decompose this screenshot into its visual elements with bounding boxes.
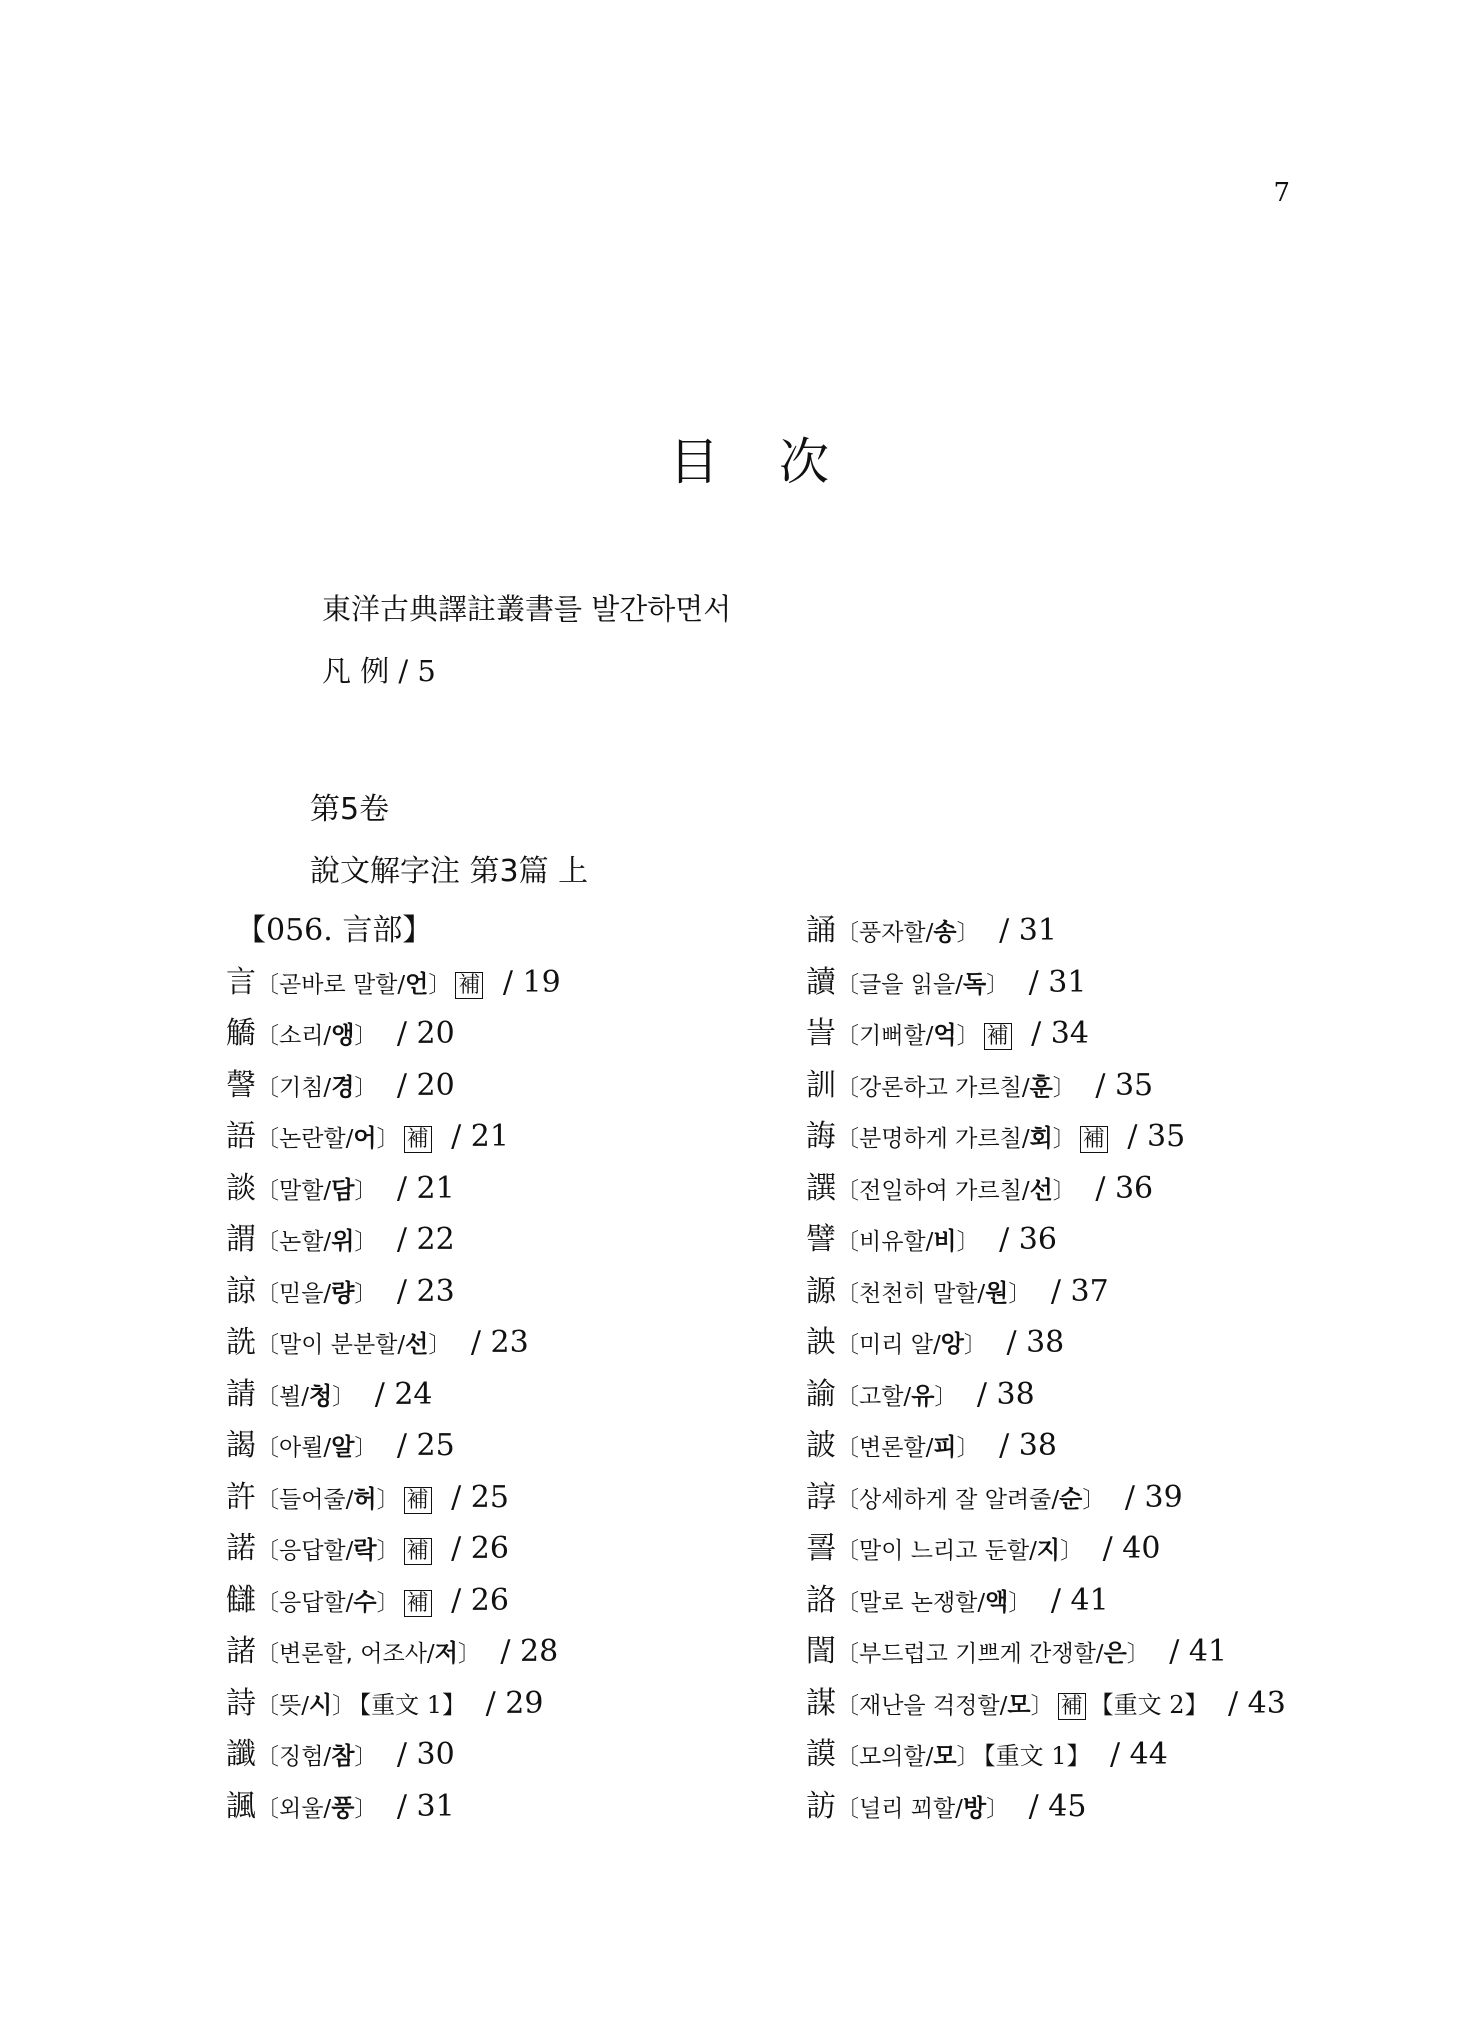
- entry-reading: 순: [1059, 1484, 1083, 1513]
- entry-meaning: 〔말이 느리고 둔할/: [836, 1538, 1037, 1564]
- entry-gloss: [836, 1587, 1032, 1616]
- entry-bracket-close: 〕: [376, 1589, 400, 1616]
- entry-reading: 지: [1036, 1536, 1061, 1564]
- toc-column-left: [226, 908, 561, 1835]
- entry-character: 謁: [226, 1428, 256, 1463]
- entry-gloss: [256, 1332, 451, 1358]
- entry-reading: 회: [1029, 1124, 1053, 1152]
- entry-bracket-close: 〕: [1126, 1641, 1150, 1667]
- entry-reading: 위: [331, 1227, 355, 1255]
- entry-meaning: 〔상세하게 잘 알려줄/: [836, 1486, 1060, 1513]
- toc-entry[interactable]: [806, 1114, 1286, 1166]
- entry-page-ref: / 36: [1085, 1170, 1154, 1206]
- entry-reading: 피: [933, 1433, 957, 1461]
- entry-page-ref: / 26: [441, 1531, 509, 1566]
- volume-heading: 第5卷: [310, 792, 390, 827]
- entry-page-ref: / 31: [387, 1788, 455, 1824]
- entry-page-ref: / 26: [441, 1582, 509, 1618]
- entry-meaning: 〔기침/: [256, 1074, 332, 1101]
- entry-gloss: [256, 1744, 377, 1770]
- entry-character: 詇: [806, 1325, 836, 1360]
- entry-meaning: 〔강론하고 가르칠/: [836, 1074, 1030, 1101]
- entry-reading: 앙: [940, 1330, 964, 1358]
- entry-character: 䛐: [806, 1531, 836, 1566]
- entry-reading: 선: [405, 1330, 429, 1358]
- entry-gloss: [836, 1023, 980, 1049]
- toc-entry[interactable]: [806, 1166, 1286, 1218]
- chapter-heading: 說文解字注 第3篇 上: [310, 854, 589, 889]
- entry-reading: 훈: [1029, 1072, 1053, 1101]
- entry-bracket-close: 〕: [956, 1435, 980, 1461]
- entry-meaning: 〔소리/: [256, 1023, 332, 1049]
- toc-entry[interactable]: [226, 1217, 561, 1269]
- entry-page-ref: / 25: [387, 1428, 455, 1463]
- entry-reading: 독: [962, 969, 987, 998]
- entry-gloss: [836, 1690, 1054, 1719]
- entry-bracket-close: 〕: [354, 1280, 378, 1307]
- entry-gloss: [836, 1175, 1076, 1204]
- toc-entry[interactable]: [806, 1423, 1286, 1475]
- entry-character: 譔: [806, 1170, 836, 1206]
- entry-page-ref: / 28: [490, 1634, 559, 1669]
- entry-gloss: [256, 1484, 400, 1513]
- entry-bracket-close: 〕: [354, 1229, 378, 1255]
- entry-character: 談: [226, 1170, 256, 1206]
- entry-character: 諷: [226, 1788, 256, 1824]
- entry-meaning: 〔말로 논쟁할/: [836, 1589, 986, 1616]
- entry-meaning: 〔고할/: [836, 1383, 912, 1410]
- supplement-tag: 補: [455, 972, 483, 999]
- entry-bracket-close: 〕: [354, 1177, 378, 1204]
- entry-character: 誨: [806, 1119, 836, 1154]
- entry-meaning: 〔비유할/: [836, 1229, 934, 1255]
- entry-page-ref: / 34: [1021, 1016, 1089, 1051]
- entry-page-ref: / 36: [989, 1222, 1057, 1257]
- entry-gloss: [836, 1484, 1106, 1513]
- entry-character: 譬: [806, 1222, 836, 1257]
- entry-gloss: [256, 1072, 378, 1101]
- entry-gloss: [836, 1435, 980, 1461]
- entry-gloss: [836, 1072, 1076, 1101]
- entry-character: 詵: [226, 1325, 256, 1360]
- entry-reading: 앵: [331, 1021, 355, 1049]
- entry-bracket-close: 〕: [956, 1229, 980, 1255]
- supplement-tag: 補: [404, 1126, 432, 1153]
- toc-entry[interactable]: [226, 1681, 561, 1733]
- toc-entry[interactable]: [806, 1217, 1286, 1269]
- entry-bracket-close: 〕: [354, 1074, 378, 1101]
- toc-entry[interactable]: [806, 1784, 1286, 1836]
- entry-gloss: [256, 1278, 378, 1307]
- entry-gloss: [256, 1690, 356, 1719]
- entry-bracket-close: 〕: [1052, 1074, 1076, 1101]
- toc-entry[interactable]: [806, 1320, 1286, 1372]
- entry-page-ref: / 38: [967, 1376, 1035, 1412]
- toc-column-right: [806, 908, 1286, 1835]
- toc-entry[interactable]: [806, 1011, 1286, 1063]
- entry-meaning: 〔글을 읽을/: [836, 971, 963, 998]
- entry-gloss: [836, 920, 980, 946]
- entry-character: 訪: [806, 1788, 836, 1824]
- entry-reading: 경: [331, 1072, 355, 1101]
- entry-character: 讀: [806, 964, 836, 1000]
- toc-entry[interactable]: [226, 1784, 561, 1836]
- entry-bracket-close: 〕: [332, 1383, 356, 1410]
- entry-meaning: 〔아뢸/: [256, 1435, 332, 1461]
- entry-reading: 억: [933, 1021, 957, 1049]
- page-number: 7: [1273, 178, 1290, 208]
- entry-page-ref: / 30: [387, 1737, 455, 1772]
- entry-character: 詻: [806, 1582, 836, 1618]
- entry-reading: 락: [353, 1536, 377, 1564]
- entry-character: 諸: [226, 1634, 256, 1669]
- entry-page-ref: / 41: [1159, 1634, 1228, 1669]
- entry-meaning: 〔말이 분분할/: [256, 1332, 406, 1358]
- toc-entry[interactable]: [806, 960, 1286, 1012]
- entry-bracket-close: 〕: [956, 920, 980, 946]
- section-heading: 【056. 言部】: [236, 913, 433, 948]
- entry-bracket-close: 〕: [376, 1538, 400, 1564]
- toc-entry[interactable]: [226, 1372, 561, 1424]
- entry-character: 許: [226, 1479, 256, 1515]
- entry-page-ref: / 21: [387, 1170, 455, 1206]
- entry-gloss: [836, 1381, 958, 1410]
- entry-bracket-close: 〕: [956, 1023, 980, 1049]
- toc-entry[interactable]: [226, 1475, 561, 1527]
- entry-bracket-close: 〕: [376, 1486, 400, 1513]
- entry-gloss: [256, 1641, 481, 1667]
- entry-character: 讎: [226, 1582, 256, 1618]
- entry-bracket-close: 〕: [986, 1795, 1010, 1822]
- toc-entry[interactable]: [226, 1063, 561, 1115]
- entry-reading: 풍: [331, 1793, 355, 1822]
- entry-reading: 비: [933, 1227, 957, 1255]
- entry-meaning: 〔뜻/: [256, 1692, 309, 1719]
- entry-page-ref: / 38: [996, 1325, 1065, 1360]
- entry-page-ref: / 20: [387, 1067, 455, 1103]
- entry-page-ref: / 38: [989, 1428, 1057, 1463]
- entry-meaning: 〔천천히 말할/: [836, 1280, 986, 1307]
- toc-entry[interactable]: [226, 1166, 561, 1218]
- volume-block: [310, 786, 588, 910]
- entry-bracket-close: 〕: [934, 1383, 958, 1410]
- toc-entry-foreword[interactable]: 東洋古典譯註叢書를 발간하면서: [322, 592, 732, 626]
- entry-reading: 청: [308, 1381, 333, 1410]
- entry-page-ref: / 35: [1085, 1067, 1154, 1103]
- toc-entry-legend[interactable]: 凡 例 / 5: [322, 654, 436, 688]
- entry-meaning: 〔응답할/: [256, 1538, 354, 1564]
- entry-character: 訓: [806, 1067, 836, 1103]
- entry-page-ref: / 39: [1115, 1479, 1183, 1515]
- toc-entry[interactable]: [226, 1526, 561, 1578]
- front-matter: [322, 584, 731, 708]
- entry-reading: 원: [985, 1278, 1009, 1307]
- entry-meaning: 〔모의할/: [836, 1744, 934, 1770]
- entry-character: 謂: [226, 1222, 256, 1257]
- entry-bracket-close: 〕: [1060, 1538, 1084, 1564]
- entry-character: 謦: [226, 1067, 256, 1103]
- entry-gloss: [256, 969, 452, 998]
- entry-gloss: [836, 1332, 987, 1358]
- variant-note: 【重文 1】: [359, 1690, 467, 1719]
- variant-note: 【重文 2】: [1089, 1690, 1209, 1719]
- entry-reading: 허: [353, 1484, 377, 1513]
- entry-page-ref: / 23: [387, 1273, 455, 1309]
- entry-character: 謨: [806, 1737, 836, 1772]
- supplement-tag: 補: [404, 1590, 432, 1617]
- entry-character: 䚩: [226, 1016, 256, 1051]
- entry-page-ref: / 35: [1117, 1119, 1186, 1154]
- supplement-tag: 補: [1058, 1693, 1086, 1720]
- entry-meaning: 〔말할/: [256, 1177, 332, 1204]
- toc-entry[interactable]: [806, 1681, 1286, 1733]
- entry-character: 謀: [806, 1685, 836, 1721]
- toc-entry[interactable]: [226, 1269, 561, 1321]
- entry-character: 語: [226, 1119, 256, 1154]
- entry-page-ref: / 24: [365, 1376, 433, 1412]
- entry-page-ref: / 31: [989, 913, 1057, 948]
- entry-page-ref: / 22: [387, 1222, 455, 1257]
- entry-bracket-close: 〕: [956, 1744, 980, 1770]
- toc-entry[interactable]: [806, 1578, 1286, 1630]
- entry-meaning: 〔외울/: [256, 1795, 332, 1822]
- supplement-tag: 補: [984, 1023, 1012, 1050]
- variant-note: 【重文 1】: [983, 1742, 1091, 1770]
- entry-gloss: [836, 1278, 1032, 1307]
- entry-page-ref: / 21: [441, 1119, 509, 1154]
- entry-bracket-close: 〕: [1052, 1126, 1076, 1152]
- entry-character: 諾: [226, 1531, 256, 1566]
- entry-bracket-close: 〕: [457, 1641, 481, 1667]
- entry-meaning: 〔논할/: [256, 1229, 332, 1255]
- toc-entry[interactable]: [226, 1114, 561, 1166]
- entry-gloss: [256, 1435, 377, 1461]
- toc-entry[interactable]: [226, 1423, 561, 1475]
- entry-bracket-close: 〕: [428, 971, 452, 998]
- entry-meaning: 〔뵐/: [256, 1383, 309, 1410]
- entry-bracket-close: 〕: [354, 1435, 378, 1461]
- toc-entry[interactable]: [806, 1269, 1286, 1321]
- toc-entry[interactable]: [806, 908, 1286, 960]
- entry-bracket-close: 〕: [376, 1126, 400, 1152]
- entry-gloss: [836, 1229, 980, 1255]
- entry-meaning: 〔분명하게 가르칠/: [836, 1126, 1030, 1152]
- toc-entry[interactable]: [226, 1578, 561, 1630]
- entry-meaning: 〔논란할/: [256, 1126, 354, 1152]
- entry-character: 諄: [806, 1479, 836, 1515]
- entry-gloss: [836, 1641, 1150, 1667]
- entry-bracket-close: 〕: [963, 1332, 987, 1358]
- entry-gloss: [836, 1538, 1083, 1564]
- entry-gloss: [256, 1793, 378, 1822]
- toc-entry[interactable]: [806, 1732, 1286, 1784]
- toc-entry[interactable]: [806, 1372, 1286, 1424]
- entry-character: 詩: [226, 1685, 256, 1721]
- entry-bracket-close: 〕: [332, 1692, 356, 1719]
- entry-meaning: 〔변론할, 어조사/: [256, 1641, 435, 1667]
- entry-reading: 송: [933, 918, 957, 946]
- toc-entry[interactable]: [226, 1320, 561, 1372]
- entry-bracket-close: 〕: [1008, 1589, 1032, 1616]
- entry-gloss: [256, 1175, 378, 1204]
- entry-gloss: [256, 1381, 356, 1410]
- entry-bracket-close: 〕: [1030, 1692, 1054, 1719]
- toc-entry[interactable]: [806, 1063, 1286, 1115]
- entry-gloss: [256, 1229, 377, 1255]
- entry-page-ref: / 45: [1019, 1788, 1087, 1824]
- entry-gloss: [256, 1538, 400, 1564]
- entry-character: 詖: [806, 1428, 836, 1463]
- toc-entry[interactable]: [806, 1526, 1286, 1578]
- entry-reading: 저: [434, 1639, 458, 1667]
- toc-entry[interactable]: [226, 1732, 561, 1784]
- toc-entry[interactable]: [806, 1629, 1286, 1681]
- entry-reading: 어: [353, 1124, 377, 1152]
- entry-page-ref: / 44: [1100, 1737, 1168, 1772]
- entry-reading: 방: [962, 1793, 987, 1822]
- entry-gloss: [836, 1744, 980, 1770]
- entry-meaning: 〔들어줄/: [256, 1486, 354, 1513]
- entry-reading: 액: [985, 1587, 1009, 1616]
- entry-reading: 담: [331, 1175, 355, 1204]
- entry-reading: 모: [1007, 1690, 1031, 1719]
- entry-bracket-close: 〕: [986, 971, 1010, 998]
- entry-page-ref: / 43: [1218, 1685, 1286, 1721]
- entry-character: 訔: [806, 1016, 836, 1051]
- entry-bracket-close: 〕: [1008, 1280, 1032, 1307]
- page-title: 目 次: [669, 433, 851, 491]
- entry-bracket-close: 〕: [1082, 1486, 1106, 1513]
- entry-gloss: [256, 1587, 400, 1616]
- toc-entry[interactable]: [806, 1475, 1286, 1527]
- toc-entry[interactable]: [226, 1629, 561, 1681]
- supplement-tag: 補: [404, 1487, 432, 1514]
- entry-page-ref: / 40: [1093, 1531, 1161, 1566]
- entry-page-ref: / 23: [461, 1325, 529, 1360]
- entry-bracket-close: 〕: [354, 1023, 378, 1049]
- entry-reading: 참: [331, 1742, 355, 1770]
- toc-entry[interactable]: [226, 1011, 561, 1063]
- entry-meaning: 〔풍자할/: [836, 920, 934, 946]
- entry-meaning: 〔미리 알/: [836, 1332, 941, 1358]
- entry-character: 讖: [226, 1737, 256, 1772]
- entry-reading: 량: [331, 1278, 355, 1307]
- supplement-tag: 補: [404, 1538, 432, 1565]
- entry-page-ref: / 41: [1041, 1582, 1109, 1618]
- entry-bracket-close: 〕: [428, 1332, 452, 1358]
- entry-reading: 유: [911, 1381, 935, 1410]
- entry-page-ref: / 29: [476, 1685, 544, 1721]
- entry-reading: 수: [353, 1587, 377, 1616]
- entry-character: 請: [226, 1376, 256, 1412]
- entry-meaning: 〔전일하여 가르칠/: [836, 1177, 1030, 1204]
- entry-gloss: [256, 1023, 377, 1049]
- supplement-tag: 補: [1080, 1126, 1108, 1153]
- entry-page-ref: / 20: [387, 1016, 455, 1051]
- entry-reading: 시: [308, 1690, 333, 1719]
- entry-reading: 선: [1029, 1175, 1053, 1204]
- entry-character: 謜: [806, 1273, 836, 1309]
- entry-bracket-close: 〕: [1052, 1177, 1076, 1204]
- toc-entry[interactable]: [226, 960, 561, 1012]
- entry-character: 言: [226, 964, 256, 1000]
- entry-meaning: 〔응답할/: [256, 1589, 354, 1616]
- entry-page-ref: / 19: [493, 964, 561, 1000]
- entry-reading: 알: [331, 1433, 355, 1461]
- entry-meaning: 〔널리 꾀할/: [836, 1795, 963, 1822]
- entry-bracket-close: 〕: [354, 1744, 378, 1770]
- entry-gloss: [836, 1793, 1010, 1822]
- entry-meaning: 〔믿을/: [256, 1280, 332, 1307]
- entry-page-ref: / 25: [441, 1479, 509, 1515]
- entry-gloss: [836, 969, 1010, 998]
- entry-reading: 언: [405, 969, 429, 998]
- entry-meaning: 〔곧바로 말할/: [256, 971, 406, 998]
- entry-meaning: 〔기뻐할/: [836, 1023, 934, 1049]
- entry-reading: 모: [933, 1742, 957, 1770]
- entry-character: 諭: [806, 1376, 836, 1412]
- entry-gloss: [836, 1126, 1076, 1152]
- entry-bracket-close: 〕: [354, 1795, 378, 1822]
- entry-reading: 은: [1103, 1639, 1127, 1667]
- entry-page-ref: / 37: [1041, 1273, 1109, 1309]
- entry-page-ref: / 31: [1019, 964, 1087, 1000]
- entry-meaning: 〔부드럽고 기쁘게 간쟁할/: [836, 1641, 1104, 1667]
- entry-gloss: [256, 1126, 400, 1152]
- entry-character: 諒: [226, 1273, 256, 1309]
- entry-meaning: 〔징험/: [256, 1744, 332, 1770]
- entry-character: 誦: [806, 913, 836, 948]
- entry-meaning: 〔변론할/: [836, 1435, 934, 1461]
- entry-character: 誾: [806, 1634, 836, 1669]
- entry-meaning: 〔재난을 걱정할/: [836, 1692, 1008, 1719]
